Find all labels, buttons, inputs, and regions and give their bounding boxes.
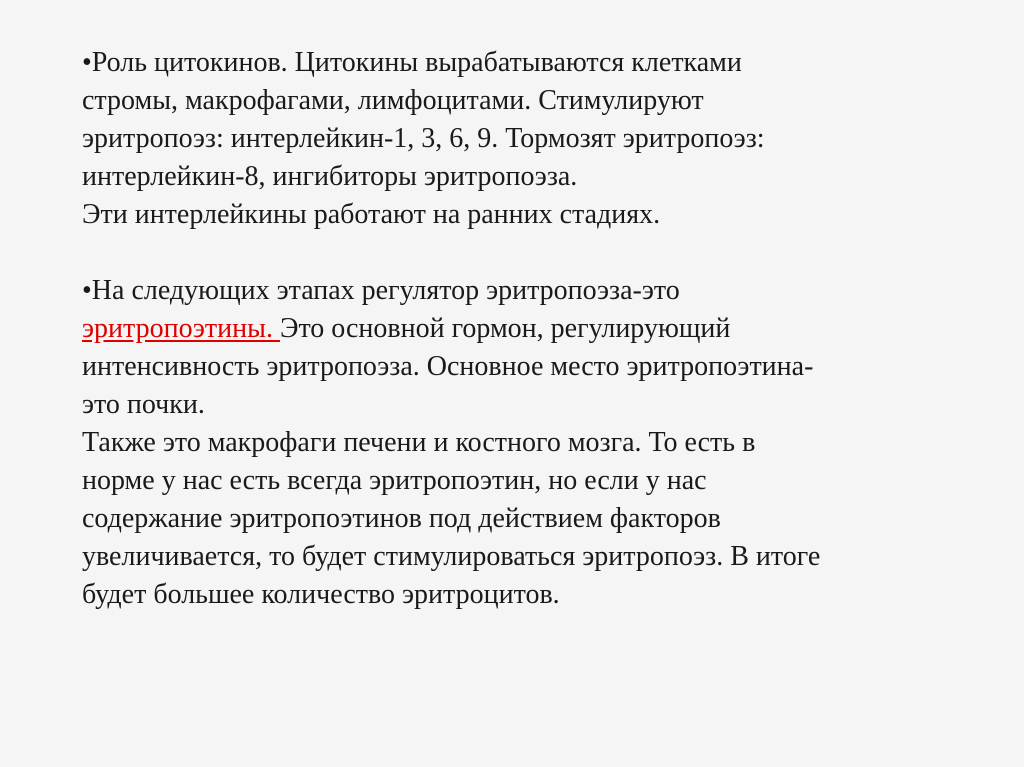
text-line: •Роль цитокинов. Цитокины вырабатываются клетками	[82, 47, 742, 78]
text-line-rest: Это основной гормон, регулирующий	[279, 313, 731, 344]
text-line: Эти интерлейкины работают на ранних стадиях.	[82, 199, 661, 230]
text-line: интенсивность эритропоэза. Основное место эритропоэтина-	[82, 351, 814, 382]
paragraph-erythropoietin	[82, 272, 982, 614]
text-line: эритропоэз: интерлейкин-1, 3, 6, 9. Тормозят эритропоэз:	[82, 123, 765, 154]
text-line: увеличивается, то будет стимулироваться эритропоэз. В итоге	[82, 541, 821, 572]
erythropoietin-link[interactable]: эритропоэтины.	[82, 313, 280, 344]
text-line: Также это макрофаги печени и костного мозга. То есть в	[82, 427, 756, 458]
text-line: интерлейкин-8, ингибиторы эритропоэза.	[82, 161, 578, 192]
text-line: это почки.	[82, 389, 205, 420]
text-line: содержание эритропоэтинов под действием факторов	[82, 503, 721, 534]
text-line-with-link	[82, 310, 982, 348]
text-line: стромы, макрофагами, лимфоцитами. Стимулируют	[82, 85, 704, 116]
text-line: норме у нас есть всегда эритропоэтин, но если у нас	[82, 465, 707, 496]
text-line: будет большее количество эритроцитов.	[82, 579, 560, 610]
slide-body	[82, 44, 982, 614]
paragraph-spacer	[82, 234, 982, 272]
text-line: •На следующих этапах регулятор эритропоэза-это	[82, 275, 680, 306]
paragraph-cytokines	[82, 44, 982, 234]
